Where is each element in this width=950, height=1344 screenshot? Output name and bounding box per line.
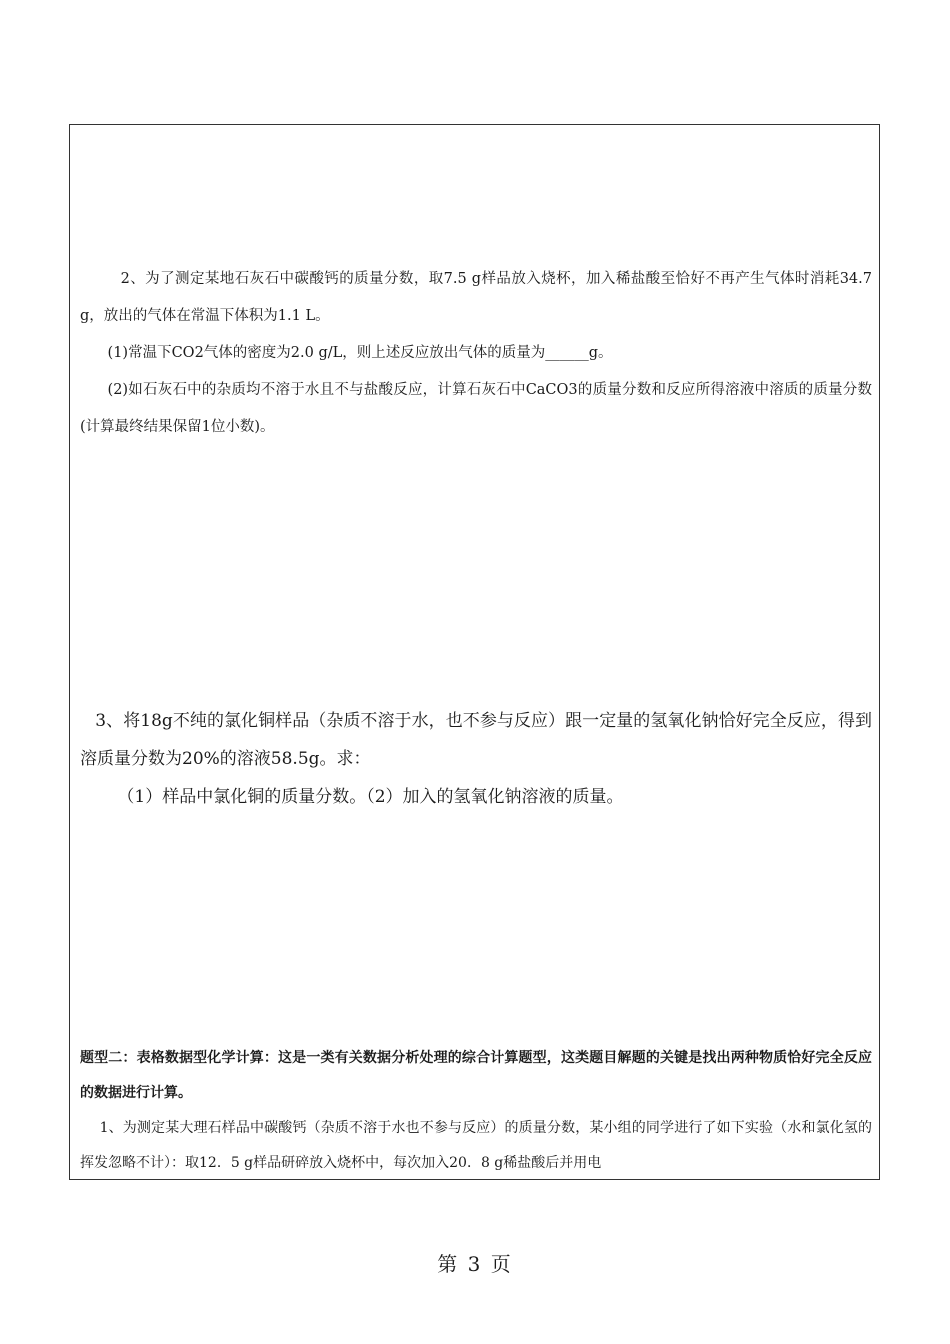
question-2-part-2: (2)如石灰石中的杂质均不溶于水且不与盐酸反应，计算石灰石中CaCO3的质量分数和反应所得溶液中溶质的质量分数(计算最终结果保留1位小数)。 — [80, 382, 872, 435]
question-3 — [80, 702, 872, 816]
question-2-stem: 2、为了测定某地石灰石中碳酸钙的质量分数，取7.5 g样品放入烧杯，加入稀盐酸至恰好不再产生气体时消耗34.7 g，放出的气体在常温下体积为1.1 L。 — [80, 271, 872, 324]
question-2 — [80, 261, 872, 446]
type-2-heading: 题型二：表格数据型化学计算：这是一类有关数据分析处理的综合计算题型，这类题目解题的关键是找出两种物质恰好完全反应的数据进行计算。 — [80, 1050, 872, 1101]
page-number: 第 3 页 — [437, 1252, 513, 1276]
question-2-part-1: (1)常温下CO2气体的密度为2.0 g/L，则上述反应放出气体的质量为______g。 — [107, 345, 613, 361]
question-3-parts: （1）样品中氯化铜的质量分数。（2）加入的氢氧化钠溶液的质量。 — [117, 787, 624, 807]
type-2-question-1: 1、为测定某大理石样品中碳酸钙（杂质不溶于水也不参与反应）的质量分数，某小组的同学进行了如下实验（水和氯化氢的挥发忽略不计）：取12．5 g样品研碎放入烧杯中，每次加入20．8 g稀盐酸后并用电 — [80, 1120, 872, 1171]
content-frame — [69, 124, 880, 1180]
type-2-section — [80, 1041, 872, 1180]
question-3-stem: 3、将18g不纯的氯化铜样品（杂质不溶于水，也不参与反应）跟一定量的氢氧化钠恰好完全反应，得到溶质量分数为20%的溶液58.5g。求： — [80, 711, 872, 769]
